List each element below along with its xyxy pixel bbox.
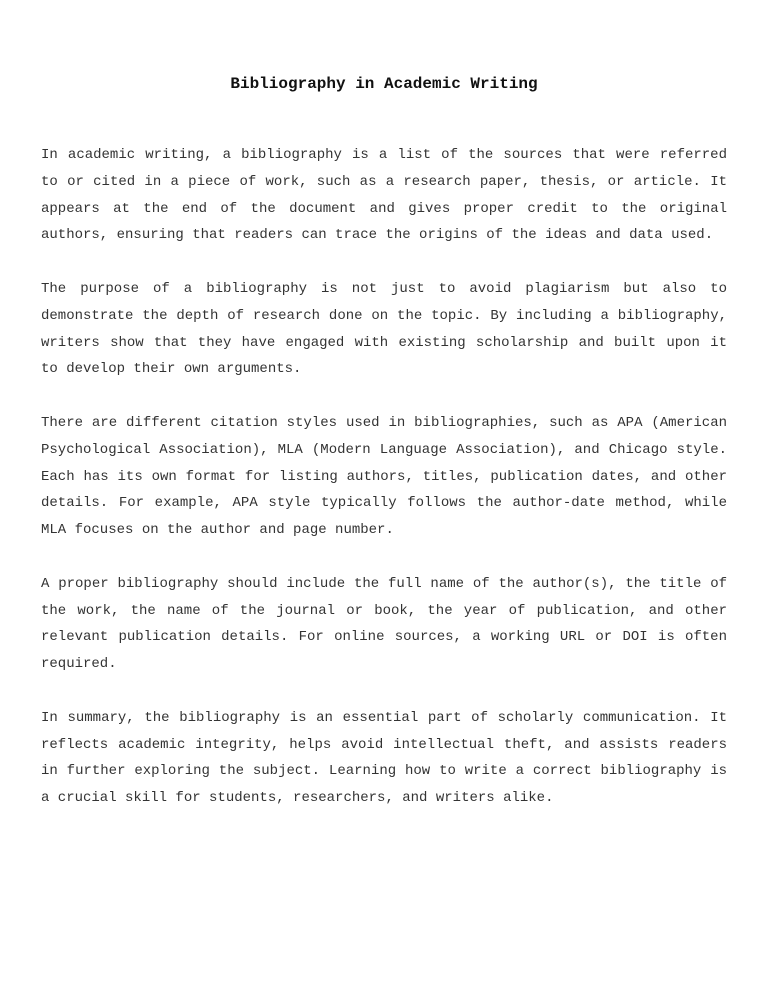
paragraph-citation-styles: There are different citation styles used in bibliographies, such as APA (American Psychological Association), MLA (Modern Language Association), and Chicago style. Each has its own format for listing authors, titles, publication dates, and other details. For example, APA style typically follows the author-date method, while MLA focuses on the author and page number.: [41, 414, 727, 539]
document-body: [41, 142, 727, 839]
paragraph-summary: In summary, the bibliography is an essential part of scholarly communication. It reflects academic integrity, helps avoid intellectual theft, and assists readers in further exploring the subject. Learning how to write a correct bibliography is a crucial skill for students, researchers, and writers alike.: [41, 709, 727, 807]
paragraph-intro: In academic writing, a bibliography is a list of the sources that were referred to or cited in a piece of work, such as a research paper, thesis, or article. It appears at the end of the document and gives proper credit to the original authors, ensuring that readers can trace the origins of the ideas and data used.: [41, 147, 727, 244]
paragraph-components: A proper bibliography should include the full name of the author(s), the title of the work, the name of the journal or book, the year of publication, and other relevant publication details. For online sources, a working URL or DOI is often required.: [41, 575, 727, 673]
paragraph-purpose: The purpose of a bibliography is not just to avoid plagiarism but also to demonstrate the depth of research done on the topic. By including a bibliography, writers show that they have engaged with existing scholarship and built upon it to develop their own arguments.: [41, 280, 727, 378]
document-title: Bibliography in Academic Writing: [230, 75, 538, 93]
